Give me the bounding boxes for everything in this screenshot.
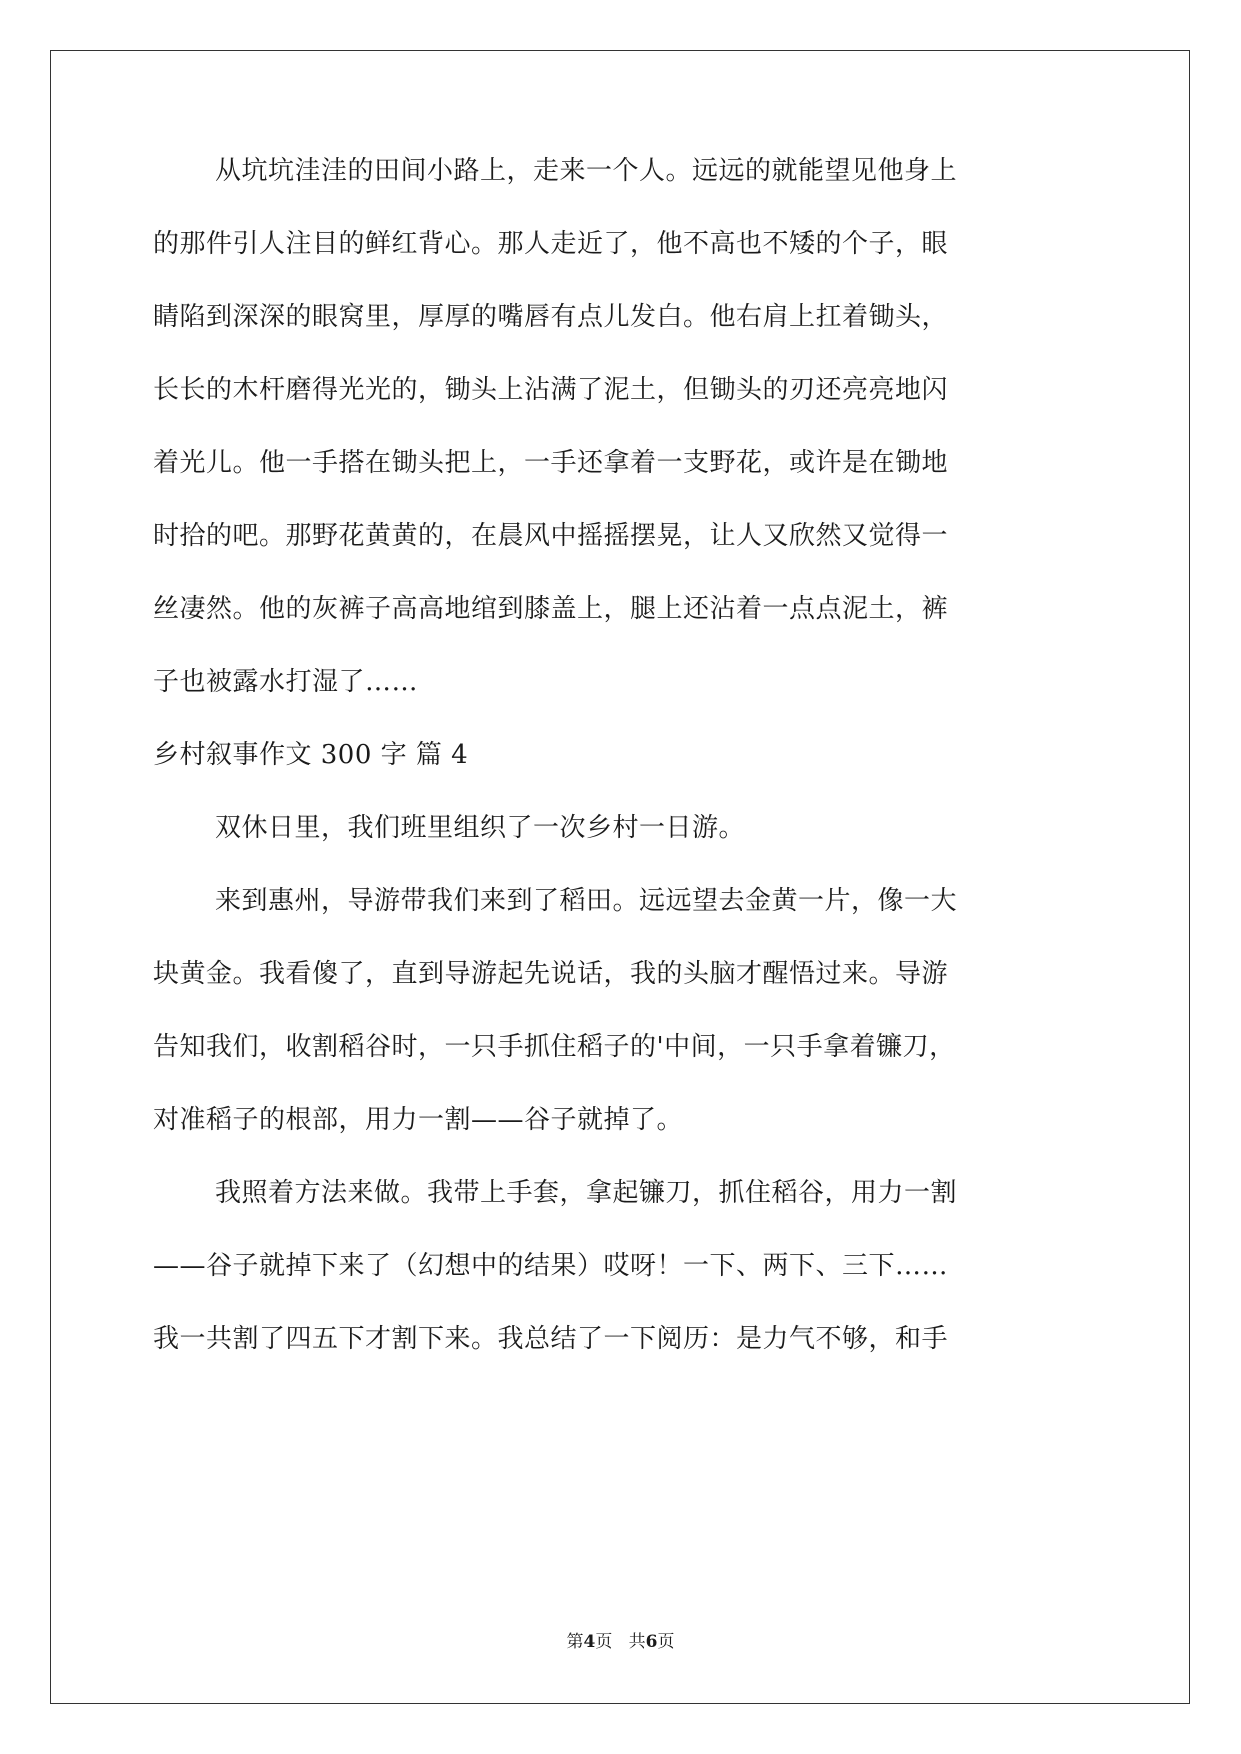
paragraph-line: ——谷子就掉下来了（幻想中的结果）哎呀！一下、两下、三下……: [153, 1251, 949, 1281]
current-page-number: 4: [583, 1632, 596, 1652]
paragraph-line: 的那件引人注目的鲜红背心。那人走近了，他不高也不矮的个子，眼: [153, 229, 949, 259]
paragraph-line: 块黄金。我看傻了，直到导游起先说话，我的头脑才醒悟过来。导游: [153, 959, 949, 989]
paragraph-line: 双休日里，我们班里组织了一次乡村一日游。: [215, 813, 746, 843]
paragraph-line: 时拾的吧。那野花黄黄的，在晨风中摇摇摆晃，让人又欣然又觉得一: [153, 521, 949, 551]
footer-mid: 页 共: [595, 1632, 646, 1652]
paragraph-line: 我照着方法来做。我带上手套，拿起镰刀，抓住稻谷，用力一割: [215, 1178, 958, 1208]
footer-suffix: 页: [657, 1632, 675, 1652]
paragraph-line: 来到惠州，导游带我们来到了稻田。远远望去金黄一片，像一大: [215, 886, 958, 916]
section-heading: 乡村叙事作文 300 字 篇 4: [153, 740, 469, 770]
page-number-footer: [0, 1627, 1241, 1652]
paragraph-line: 睛陷到深深的眼窝里，厚厚的嘴唇有点儿发白。他右肩上扛着锄头，: [153, 302, 949, 332]
footer-prefix: 第: [566, 1632, 584, 1652]
paragraph-line: 丝凄然。他的灰裤子高高地绾到膝盖上，腿上还沾着一点点泥土，裤: [153, 594, 949, 624]
paragraph-line: 对准稻子的根部，用力一割——谷子就掉了。: [153, 1105, 684, 1135]
paragraph-line: 我一共割了四五下才割下来。我总结了一下阅历：是力气不够，和手: [153, 1324, 949, 1354]
paragraph-line: 告知我们，收割稻谷时，一只手抓住稻子的'中间，一只手拿着镰刀，: [153, 1032, 956, 1062]
paragraph-line: 子也被露水打湿了……: [153, 667, 419, 697]
paragraph-line: 着光儿。他一手搭在锄头把上，一手还拿着一支野花，或许是在锄地: [153, 448, 949, 478]
paragraph-line: 长长的木杆磨得光光的，锄头上沾满了泥土，但锄头的刃还亮亮地闪: [153, 375, 949, 405]
total-page-number: 6: [645, 1632, 658, 1652]
paragraph-line: 从坑坑洼洼的田间小路上，走来一个人。远远的就能望见他身上: [215, 156, 958, 186]
